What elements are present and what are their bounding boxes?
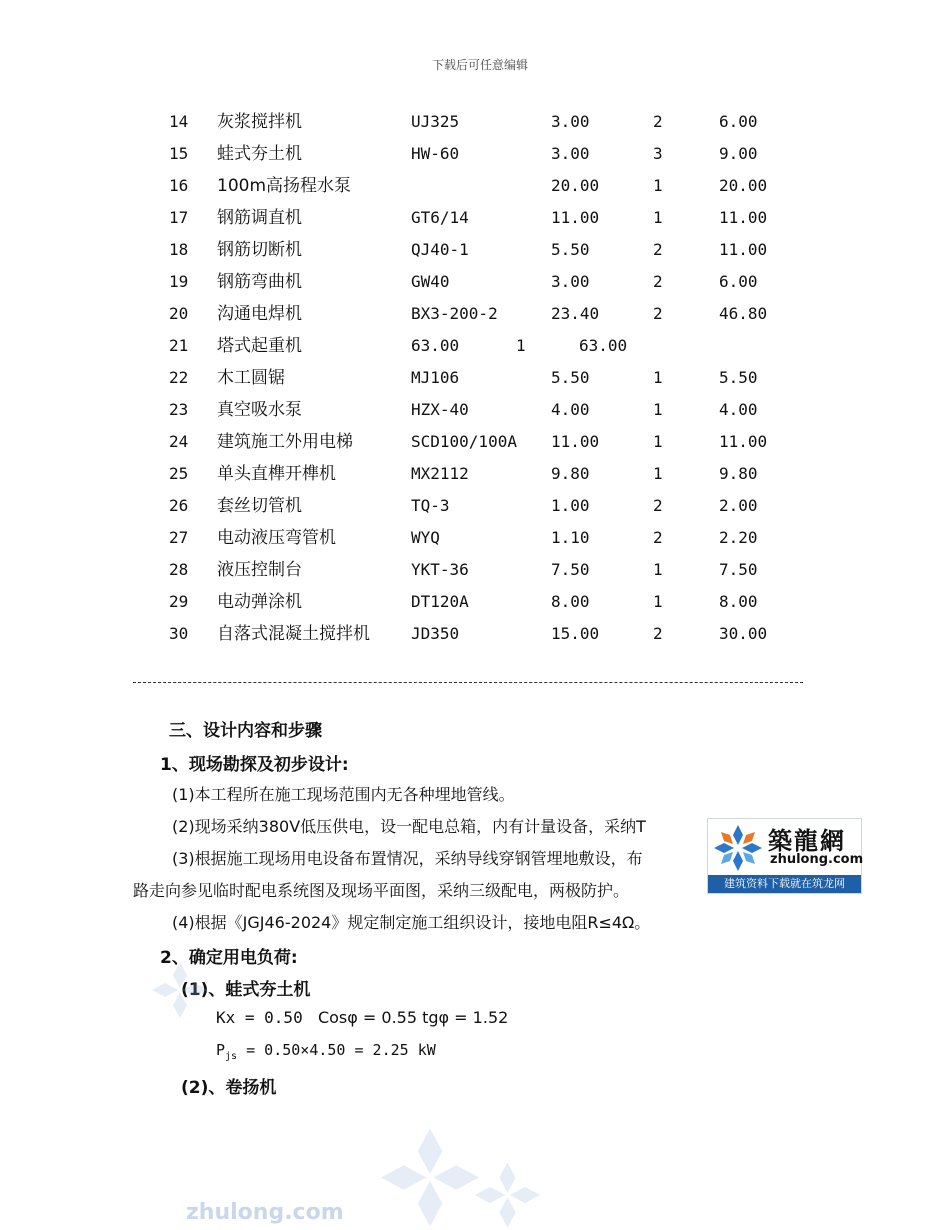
table-row [0,394,950,426]
row-number: 24 [169,432,189,451]
equipment-total: 6.00 [719,272,758,291]
row-number: 25 [169,464,189,483]
table-row [0,202,950,234]
table-row [0,618,950,650]
table-row [0,362,950,394]
watermark-snowflake-right [470,1160,545,1230]
row-number: 18 [169,240,189,259]
equipment-power: 3.00 [551,272,590,291]
equipment-quantity: 2 [653,304,663,323]
equipment-power: 11.00 [551,432,600,451]
row-number: 29 [169,592,189,611]
equipment-quantity: 1 [653,176,663,195]
equipment-name: 塔式起重机 [217,336,302,356]
dashed-divider [133,682,803,683]
equipment-name: 套丝切管机 [217,496,302,516]
row-number: 19 [169,272,189,291]
equipment-model: HW-60 [411,144,460,163]
equipment-name: 灰浆搅拌机 [217,112,302,132]
equipment-model: YKT-36 [411,560,469,579]
equipment-total: 9.00 [719,144,758,163]
equipment-quantity: 3 [653,144,663,163]
equipment-quantity: 1 [653,208,663,227]
equipment-quantity: 63.00 [579,336,628,355]
equipment-power: 23.40 [551,304,600,323]
formula-cos-tg: Cosφ = 0.55 tgφ = 1.52 [317,1008,509,1027]
row-number: 23 [169,400,189,419]
equipment-total: 7.50 [719,560,758,579]
equipment-model: HZX-40 [411,400,469,419]
equipment-quantity: 2 [653,240,663,259]
paragraph-4: (4)根据《JGJ46-2024》规定制定施工组织设计，接地电阻R≤4Ω。 [172,913,651,932]
equipment-quantity: 2 [653,112,663,131]
paragraph-3: (3)根据施工现场用电设备布置情况，采纳导线穿钢管埋地敷设，布 [172,849,643,868]
equipment-quantity: 1 [653,592,663,611]
equipment-quantity: 2 [653,528,663,547]
equipment-name: 电动液压弯管机 [217,528,336,548]
snowflake-logo-icon [712,823,764,873]
equipment-name: 沟通电焊机 [217,304,302,324]
equipment-quantity: 1 [653,400,663,419]
equipment-power: 15.00 [551,624,600,643]
watermark-text: zhulong.com [186,1200,344,1225]
row-number: 22 [169,368,189,387]
subsection-site-survey: 1、现场勘探及初步设计: [160,755,349,775]
equipment-quantity: 1 [653,432,663,451]
formula-pjs-p: P [216,1041,226,1059]
equipment-name: 蛙式夯土机 [217,144,302,164]
equipment-name: 建筑施工外用电梯 [217,432,353,452]
equipment-quantity: 2 [653,624,663,643]
equipment-power: 3.00 [551,144,590,163]
table-row [0,106,950,138]
equipment-power: 4.00 [551,400,590,419]
equipment-name: 木工圆锯 [217,368,285,388]
section-title: 三、设计内容和步骤 [169,721,322,741]
equipment-total: 20.00 [719,176,768,195]
equipment-name: 钢筋切断机 [217,240,302,260]
equipment-table [0,106,950,650]
equipment-name: 单头直榫开榫机 [217,464,336,484]
item-frog-rammer: (1)、蛙式夯土机 [181,980,311,1000]
table-row [0,234,950,266]
paragraph-3-continued: 路走向参见临时配电系统图及现场平面图，采纳三级配电，两极防护。 [133,881,630,900]
formula-pjs-sub: js [225,1051,238,1062]
equipment-total: 8.00 [719,592,758,611]
equipment-power: 8.00 [551,592,590,611]
equipment-model: QJ40-1 [411,240,469,259]
row-number: 28 [169,560,189,579]
equipment-total: 30.00 [719,624,768,643]
equipment-total: 5.50 [719,368,758,387]
table-row [0,266,950,298]
equipment-model: DT120A [411,592,469,611]
formula-kx: Kx = 0.50 [216,1008,303,1027]
equipment-name: 100m高扬程水泵 [217,176,352,196]
equipment-total: 11.00 [719,208,768,227]
equipment-name: 真空吸水泵 [217,400,302,420]
equipment-name: 自落式混凝土搅拌机 [217,624,370,644]
row-number: 21 [169,336,189,355]
row-number: 27 [169,528,189,547]
equipment-power: 1 [516,336,526,355]
subsection-load: 2、确定用电负荷: [160,948,298,968]
equipment-quantity: 2 [653,272,663,291]
equipment-model: SCD100/100A [411,432,517,451]
equipment-total: 2.20 [719,528,758,547]
page-header-note: 下载后可任意编辑 [431,58,528,72]
equipment-quantity: 1 [653,368,663,387]
equipment-power: 7.50 [551,560,590,579]
equipment-power: 1.10 [551,528,590,547]
table-row [0,170,950,202]
row-number: 14 [169,112,189,131]
equipment-power: 1.00 [551,496,590,515]
paragraph-1: (1)本工程所在施工现场范围内无各种埋地管线。 [172,785,515,804]
logo-slogan: 建筑资料下载就在筑龙网 [708,875,861,893]
equipment-model: MX2112 [411,464,469,483]
equipment-power: 9.80 [551,464,590,483]
table-row [0,522,950,554]
equipment-name: 钢筋调直机 [217,208,302,228]
equipment-power: 11.00 [551,208,600,227]
equipment-total: 2.00 [719,496,758,515]
row-number: 15 [169,144,189,163]
zhulong-logo-badge [707,818,862,894]
equipment-total: 4.00 [719,400,758,419]
row-number: 30 [169,624,189,643]
equipment-power: 20.00 [551,176,600,195]
table-row [0,490,950,522]
equipment-total: 6.00 [719,112,758,131]
equipment-model: MJ106 [411,368,460,387]
row-number: 17 [169,208,189,227]
row-number: 16 [169,176,189,195]
table-row [0,426,950,458]
equipment-quantity: 2 [653,496,663,515]
watermark-snowflake-center [375,1125,485,1230]
equipment-total: 9.80 [719,464,758,483]
equipment-quantity: 1 [653,560,663,579]
formula-pjs-value: = 0.50×4.50 = 2.25 kW [237,1041,436,1059]
equipment-name: 电动弹涂机 [217,592,302,612]
logo-domain: zhulong.com [770,852,864,867]
equipment-model: JD350 [411,624,460,643]
table-row [0,458,950,490]
equipment-total: 46.80 [719,304,768,323]
equipment-name: 钢筋弯曲机 [217,272,302,292]
equipment-model: GW40 [411,272,450,291]
equipment-model: GT6/14 [411,208,469,227]
row-number: 20 [169,304,189,323]
table-row [0,138,950,170]
table-row [0,330,950,362]
item-hoist: (2)、卷扬机 [181,1078,277,1098]
logo-chinese-name: 築龍網 [768,826,846,855]
row-number: 26 [169,496,189,515]
equipment-name: 液压控制台 [217,560,302,580]
equipment-model: UJ325 [411,112,460,131]
equipment-model: BX3-200-2 [411,304,498,323]
table-row [0,586,950,618]
equipment-power: 5.50 [551,240,590,259]
table-row [0,298,950,330]
formula-pjs [216,1041,436,1062]
equipment-total: 11.00 [719,432,768,451]
formula-coefficients [216,1008,508,1027]
equipment-power: 3.00 [551,112,590,131]
equipment-model: 63.00 [411,336,460,355]
equipment-model: TQ-3 [411,496,450,515]
paragraph-2: (2)现场采纳380V低压供电，设一配电总箱，内有计量设备，采纳T [172,817,646,836]
table-row [0,554,950,586]
equipment-power: 5.50 [551,368,590,387]
equipment-model: WYQ [411,528,440,547]
equipment-total: 11.00 [719,240,768,259]
equipment-quantity: 1 [653,464,663,483]
